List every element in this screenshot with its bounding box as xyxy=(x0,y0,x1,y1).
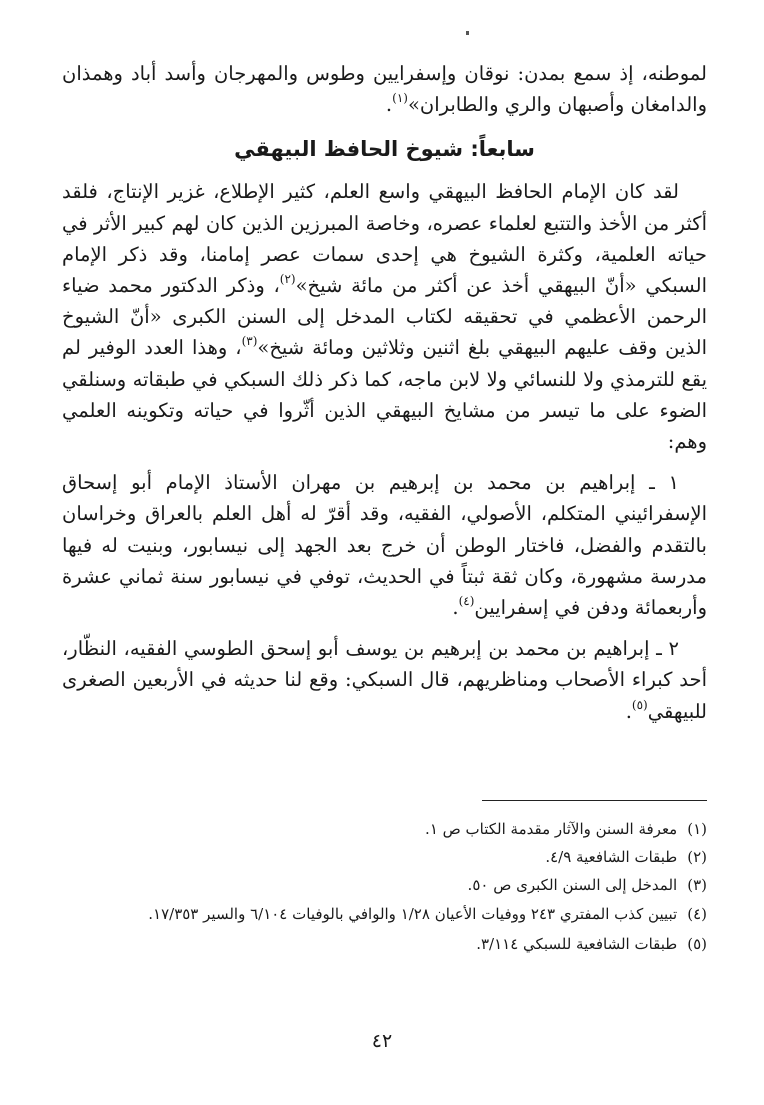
footnotes xyxy=(62,800,707,958)
footnote-number: (١) xyxy=(687,820,707,838)
list-item-end: . xyxy=(625,699,632,723)
paragraph-text: ، وهذا العدد الوفير لم يقع للترمذي ولا للنسائي ولا لابن ماجه، كما ذكر ذلك السبكي في طبقاته وسنلقي الضوء على ما تيسر من مشايخ البيهقي الذين أثّروا في حياته وتكوينه العلمي وهم: xyxy=(62,336,707,454)
footnote-5 xyxy=(62,930,707,958)
footnote-divider xyxy=(482,800,707,801)
footnote-4 xyxy=(62,902,707,927)
footnote-ref-4: (٤) xyxy=(458,594,475,609)
intro-paragraph xyxy=(62,58,707,120)
intro-text: لموطنه، إذ سمع بمدن: نوقان وإسفرايين وطوس والمهرجان وأسد أباد وهمذان والدامغان وأصبهان والري والطابران» xyxy=(62,62,707,117)
footnote-text: معرفة السنن والآثار مقدمة الكتاب ص ١. xyxy=(425,820,678,838)
paragraph-text: ، وذكر الدكتور محمد ضياء الرحمن الأعظمي في تحقيقه لكتاب المدخل إلى السنن الكبرى «أنّ الشيوخ الذين وقف عليهم البيهقي بلغ اثنين وثلاثين ومائة شيخ» xyxy=(62,274,707,360)
scan-mark xyxy=(466,31,469,35)
footnote-number: (٢) xyxy=(687,848,707,866)
intro-end: . xyxy=(385,93,393,117)
footnote-number: (٥) xyxy=(687,935,707,953)
footnote-ref-5: (٥) xyxy=(631,697,648,712)
paragraph-sheikhs-intro xyxy=(62,176,707,457)
section-heading: سابعاً: شيوخ الحافظ البيهقي xyxy=(234,137,535,162)
footnote-3 xyxy=(62,871,707,899)
footnote-1 xyxy=(62,815,707,843)
footnote-number: (٣) xyxy=(687,876,707,894)
footnote-text: طبقات الشافعية ٤/٩. xyxy=(545,848,678,866)
list-item-text: ٢ ـ إبراهيم بن محمد بن إبرهيم بن يوسف أبو إسحق الطوسي الفقيه، النظّار، أحد كبراء الأصحاب ومناظريهم، قال السبكي: وقع لنا حديثه في الأربعين الصغرى للبيهقي xyxy=(62,637,707,723)
footnote-number: (٤) xyxy=(687,905,707,923)
list-item-1 xyxy=(62,467,707,623)
list-item-text: ١ ـ إبراهيم بن محمد بن إبرهيم بن مهران الأستاذ الإمام أبو إسحاق الإسفرائيني المتكلم، الأصولي، الفقيه، وقد أقرّ له أهل العلم بالعراق وخراسان بالتقدم والفضل، فاختار الوطن أن خرج بعد الجهد إلى نيسابور، وبنيت له فيها مدرسة مشهورة، وكان ثقة ثبتاً في الحديث، توفي في نيسابور سنة ثماني عشرة وأربعمائة ودفن في إسفرايين xyxy=(62,471,707,620)
paragraph-text: لقد كان الإمام الحافظ البيهقي واسع العلم، كثير الإطلاع، غزير الإنتاج، فلقد أكثر من الأخذ والتتبع لعلماء عصره، وخاصة المبرزين الذين كان لهم كبير الأثر في حياته العلمية، وكثرة الشيوخ هي إحدى سمات عصر إمامنا، وقد ذكر الإمام السبكي «أنّ البيهقي أخذ عن أكثر من مائة شيخ» xyxy=(62,180,707,298)
list-item-2 xyxy=(62,633,707,727)
list-item-end: . xyxy=(452,596,459,620)
footnote-text: طبقات الشافعية للسبكي ٣/١١٤. xyxy=(476,935,678,953)
page-body xyxy=(62,58,707,727)
footnote-ref-2: (٢) xyxy=(279,272,296,287)
footnote-text: المدخل إلى السنن الكبرى ص ٥٠. xyxy=(467,876,678,894)
footnote-list xyxy=(62,815,707,958)
footnote-ref-3: (٣) xyxy=(241,334,258,349)
footnote-2 xyxy=(62,843,707,871)
page-number: ٤٢ xyxy=(371,1030,393,1052)
footnote-ref-1: (١) xyxy=(392,91,408,106)
footnote-text: تبيين كذب المفتري ٢٤٣ ووفيات الأعيان ١/٢٨ والوافي بالوفيات ٦/١٠٤ والسير ١٧/٣٥٣. xyxy=(148,905,678,923)
